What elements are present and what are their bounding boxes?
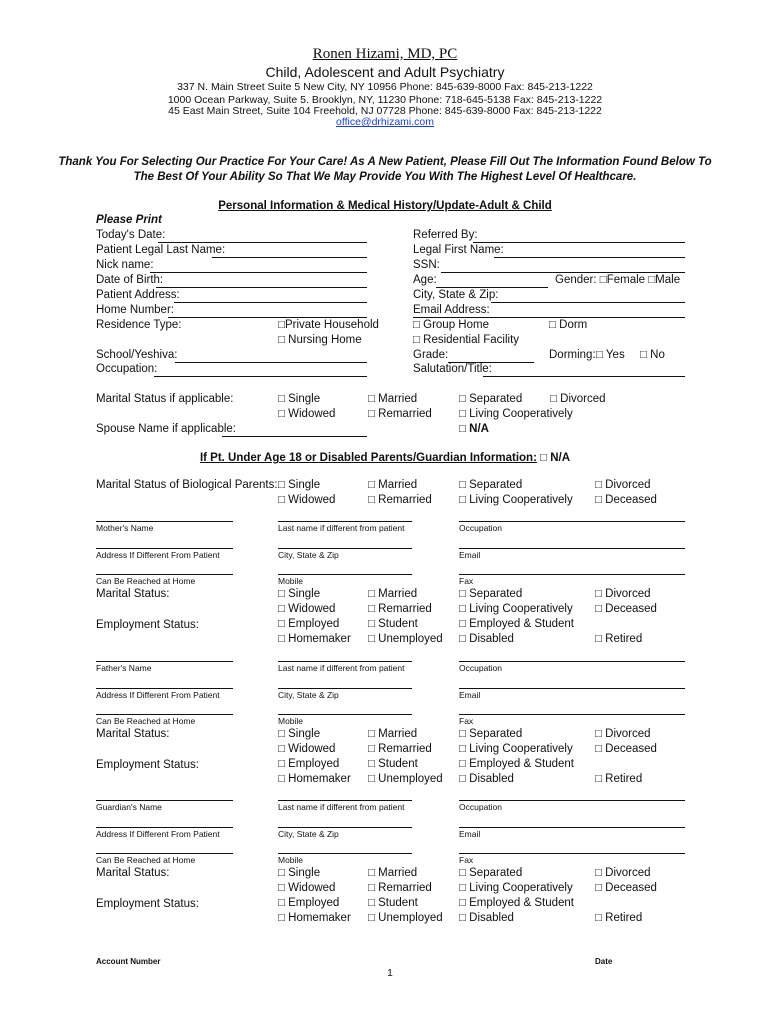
father-name-field[interactable] xyxy=(96,661,233,662)
father-checkbox-employed[interactable]: □ Employed xyxy=(278,758,340,770)
mother-occupation-field[interactable] xyxy=(459,521,685,522)
spouse-name-label: Spouse Name if applicable: xyxy=(96,423,236,435)
guardian-name-field[interactable] xyxy=(96,800,233,801)
guardian-occupation-field[interactable] xyxy=(459,800,685,801)
last-name-label: Patient Legal Last Name: xyxy=(96,244,226,256)
father-checkbox-disabled[interactable]: □ Disabled xyxy=(459,773,514,785)
mother-last-name-field[interactable] xyxy=(278,521,412,522)
guardian-checkbox-unemployed[interactable]: □ Unemployed xyxy=(368,912,443,924)
dorming-label: Dorming: xyxy=(549,349,596,361)
guardian-last-name-field[interactable] xyxy=(278,800,412,801)
father-marital-label: Marital Status: xyxy=(96,728,170,740)
guardian-checkbox-student[interactable]: □ Student xyxy=(368,897,418,909)
referred-by-field[interactable] xyxy=(473,242,685,243)
mother-checkbox-retired[interactable]: □ Retired xyxy=(595,633,643,645)
guardian-last-name-label: Last name if different from patient xyxy=(278,802,405,812)
father-occupation-field[interactable] xyxy=(459,661,685,662)
occupation-field[interactable] xyxy=(154,376,367,377)
father-city-label: City, State & Zip xyxy=(278,690,339,700)
guardian-employment-label: Employment Status: xyxy=(96,898,199,910)
mother-checkbox-deceased[interactable]: □ Deceased xyxy=(595,603,657,615)
father-checkbox-divorced[interactable]: □ Divorced xyxy=(595,728,651,740)
mother-checkbox-living-cooperatively[interactable]: □ Living Cooperatively xyxy=(459,603,573,615)
checkbox-divorced[interactable]: □ Divorced xyxy=(550,393,606,405)
guardian-name-label: Guardian's Name xyxy=(96,802,162,812)
occupation-label: Occupation: xyxy=(96,363,158,375)
gender-options[interactable]: Gender: □Female □Male xyxy=(555,274,681,286)
mother-checkbox-disabled[interactable]: □ Disabled xyxy=(459,633,514,645)
father-address-label: Address If Different From Patient xyxy=(96,690,220,700)
guardian-marital-label: Marital Status: xyxy=(96,867,170,879)
checkbox-bio-divorced[interactable]: □ Divorced xyxy=(595,479,651,491)
referred-by-label: Referred By: xyxy=(413,229,478,241)
checkbox-dorm[interactable]: □ Dorm xyxy=(549,319,588,331)
mother-fax-field[interactable] xyxy=(459,574,685,575)
mother-occupation-label: Occupation xyxy=(459,523,502,533)
city-state-zip-field[interactable] xyxy=(491,302,685,303)
bio-parents-marital-label: Marital Status of Biological Parents: xyxy=(96,479,278,491)
city-state-zip-label: City, State & Zip: xyxy=(413,289,499,301)
practice-name: Ronen Hizami, MD, PC xyxy=(312,46,458,62)
mother-name-field[interactable] xyxy=(96,521,233,522)
school-field[interactable] xyxy=(175,362,367,363)
father-checkbox-living-cooperatively[interactable]: □ Living Cooperatively xyxy=(459,743,573,755)
father-checkbox-separated[interactable]: □ Separated xyxy=(459,728,523,740)
checkbox-dorming-yes[interactable]: □ Yes xyxy=(596,349,625,361)
father-fax-field[interactable] xyxy=(459,714,685,715)
guardian-address-field[interactable] xyxy=(96,827,233,828)
checkbox-bio-married[interactable]: □ Married xyxy=(368,479,418,491)
checkbox-living-cooperatively[interactable]: □ Living Cooperatively xyxy=(459,408,573,420)
checkbox-bio-single[interactable]: □ Single xyxy=(278,479,321,491)
mother-name-label: Mother's Name xyxy=(96,523,154,533)
guardian-section-heading xyxy=(0,452,770,464)
office-email-link[interactable]: office@drhizami.com xyxy=(336,116,434,128)
father-address-field[interactable] xyxy=(96,688,233,689)
last-name-field[interactable] xyxy=(212,257,367,258)
address-field[interactable] xyxy=(174,302,367,303)
guardian-checkbox-homemaker[interactable]: □ Homemaker xyxy=(278,912,351,924)
father-mobile-field[interactable] xyxy=(278,714,412,715)
ssn-field[interactable] xyxy=(441,272,685,273)
checkbox-bio-living-cooperatively[interactable]: □ Living Cooperatively xyxy=(459,494,573,506)
home-number-field[interactable] xyxy=(168,317,367,318)
guardian-city-field[interactable] xyxy=(278,827,412,828)
checkbox-residential-facility[interactable]: □ Residential Facility xyxy=(413,334,520,346)
guardian-email-label: Email xyxy=(459,829,481,839)
mother-home-phone-label: Can Be Reached at Home xyxy=(96,576,196,586)
marital-status-label: Marital Status if applicable: xyxy=(96,393,234,405)
address-label: Patient Address: xyxy=(96,289,180,301)
office-address-2: 1000 Ocean Parkway, Suite 5. Brooklyn, NY, 11230 Phone: 718-645-5138 Fax: 845-213-1222 xyxy=(167,94,603,106)
mother-mobile-field[interactable] xyxy=(278,574,412,575)
salutation-field[interactable] xyxy=(483,376,685,377)
father-mobile-label: Mobile xyxy=(278,716,304,726)
grade-label: Grade: xyxy=(413,349,449,361)
intro-line-1: Thank You For Selecting Our Practice For Your Care! As A New Patient, Please Fill Out The Information Found Below To xyxy=(58,156,712,168)
email-field[interactable] xyxy=(413,317,685,318)
mother-checkbox-widowed[interactable]: □ Widowed xyxy=(278,603,336,615)
father-last-name-label: Last name if different from patient xyxy=(278,663,405,673)
todays-date-label: Today's Date: xyxy=(96,229,166,241)
father-email-label: Email xyxy=(459,690,481,700)
mother-marital-label: Marital Status: xyxy=(96,588,170,600)
checkbox-guardian-na[interactable]: □ N/A xyxy=(536,452,571,464)
intro-line-2: The Best Of Your Ability So That We May Provide You With The Highest Level Of Healthcare. xyxy=(133,171,637,183)
dob-field[interactable] xyxy=(156,287,367,288)
dob-label: Date of Birth: xyxy=(96,274,164,286)
checkbox-bio-remarried[interactable]: □ Remarried xyxy=(368,494,432,506)
guardian-checkbox-married[interactable]: □ Married xyxy=(368,867,418,879)
mother-home-phone-field[interactable] xyxy=(96,574,233,575)
mother-checkbox-married[interactable]: □ Married xyxy=(368,588,418,600)
guardian-occupation-label: Occupation xyxy=(459,802,502,812)
guardian-checkbox-living-cooperatively[interactable]: □ Living Cooperatively xyxy=(459,882,573,894)
home-number-label: Home Number: xyxy=(96,304,174,316)
first-name-label: Legal First Name: xyxy=(413,244,504,256)
please-print-label: Please Print xyxy=(96,214,162,226)
father-name-label: Father's Name xyxy=(96,663,152,673)
father-checkbox-student[interactable]: □ Student xyxy=(368,758,418,770)
guardian-section-title: If Pt. Under Age 18 or Disabled Parents/Guardian Information: xyxy=(199,452,537,464)
nick-name-field[interactable] xyxy=(150,272,367,273)
age-field[interactable] xyxy=(436,287,548,288)
mother-checkbox-remarried[interactable]: □ Remarried xyxy=(368,603,432,615)
mother-checkbox-homemaker[interactable]: □ Homemaker xyxy=(278,633,351,645)
guardian-mobile-field[interactable] xyxy=(278,853,412,854)
spouse-name-field[interactable] xyxy=(222,436,367,437)
mother-checkbox-employed[interactable]: □ Employed xyxy=(278,618,340,630)
checkbox-group-home[interactable]: □ Group Home xyxy=(413,319,489,331)
guardian-checkbox-remarried[interactable]: □ Remarried xyxy=(368,882,432,894)
mother-checkbox-separated[interactable]: □ Separated xyxy=(459,588,523,600)
father-checkbox-deceased[interactable]: □ Deceased xyxy=(595,743,657,755)
father-checkbox-unemployed[interactable]: □ Unemployed xyxy=(368,773,443,785)
email-label: Email Address: xyxy=(413,304,490,316)
mother-checkbox-unemployed[interactable]: □ Unemployed xyxy=(368,633,443,645)
salutation-label: Salutation/Title: xyxy=(413,363,492,375)
section-title: Personal Information & Medical History/Update-Adult & Child xyxy=(218,200,552,212)
father-last-name-field[interactable] xyxy=(278,661,412,662)
mother-checkbox-divorced[interactable]: □ Divorced xyxy=(595,588,651,600)
mother-checkbox-student[interactable]: □ Student xyxy=(368,618,418,630)
checkbox-dorming-no[interactable]: □ No xyxy=(640,349,665,361)
checkbox-separated[interactable]: □ Separated xyxy=(459,393,523,405)
school-label: School/Yeshiva: xyxy=(96,349,178,361)
residence-type-label: Residence Type: xyxy=(96,319,182,331)
father-checkbox-married[interactable]: □ Married xyxy=(368,728,418,740)
guardian-checkbox-retired[interactable]: □ Retired xyxy=(595,912,643,924)
page-number: 1 xyxy=(387,968,393,979)
mother-address-field[interactable] xyxy=(96,548,233,549)
guardian-checkbox-divorced[interactable]: □ Divorced xyxy=(595,867,651,879)
father-checkbox-single[interactable]: □ Single xyxy=(278,728,321,740)
father-home-phone-label: Can Be Reached at Home xyxy=(96,716,196,726)
checkbox-married[interactable]: □ Married xyxy=(368,393,418,405)
age-label: Age: xyxy=(413,274,437,286)
checkbox-bio-widowed[interactable]: □ Widowed xyxy=(278,494,336,506)
father-checkbox-employed-student[interactable]: □ Employed & Student xyxy=(459,758,574,770)
date-label: Date xyxy=(595,957,613,966)
mother-mobile-label: Mobile xyxy=(278,576,304,586)
ssn-label: SSN: xyxy=(413,259,440,271)
mother-email-label: Email xyxy=(459,550,481,560)
guardian-checkbox-disabled[interactable]: □ Disabled xyxy=(459,912,514,924)
account-number-label: Account Number xyxy=(96,957,161,966)
father-fax-label: Fax xyxy=(459,716,474,726)
father-checkbox-retired[interactable]: □ Retired xyxy=(595,773,643,785)
guardian-checkbox-widowed[interactable]: □ Widowed xyxy=(278,882,336,894)
checkbox-bio-deceased[interactable]: □ Deceased xyxy=(595,494,657,506)
mother-last-name-label: Last name if different from patient xyxy=(278,523,405,533)
father-checkbox-remarried[interactable]: □ Remarried xyxy=(368,743,432,755)
checkbox-widowed[interactable]: □ Widowed xyxy=(278,408,336,420)
guardian-address-label: Address If Different From Patient xyxy=(96,829,220,839)
nick-name-label: Nick name: xyxy=(96,259,154,271)
guardian-home-phone-field[interactable] xyxy=(96,853,233,854)
guardian-mobile-label: Mobile xyxy=(278,855,304,865)
guardian-home-phone-label: Can Be Reached at Home xyxy=(96,855,196,865)
guardian-fax-field[interactable] xyxy=(459,853,685,854)
guardian-city-label: City, State & Zip xyxy=(278,829,339,839)
mother-address-label: Address If Different From Patient xyxy=(96,550,220,560)
todays-date-field[interactable] xyxy=(158,242,367,243)
mother-employment-label: Employment Status: xyxy=(96,619,199,631)
mother-city-field[interactable] xyxy=(278,548,412,549)
mother-city-label: City, State & Zip xyxy=(278,550,339,560)
guardian-checkbox-employed[interactable]: □ Employed xyxy=(278,897,340,909)
father-checkbox-widowed[interactable]: □ Widowed xyxy=(278,743,336,755)
office-address-1: 337 N. Main Street Suite 5 New City, NY 10956 Phone: 845-639-8000 Fax: 845-213-1222 xyxy=(177,81,593,93)
practice-specialty: Child, Adolescent and Adult Psychiatry xyxy=(265,64,505,80)
father-employment-label: Employment Status: xyxy=(96,759,199,771)
guardian-email-field[interactable] xyxy=(459,827,685,828)
mother-checkbox-employed-student[interactable]: □ Employed & Student xyxy=(459,618,574,630)
office-address-3: 45 East Main Street, Suite 104 Freehold, NJ 07728 Phone: 845-639-8000 Fax: 845-213-1222 xyxy=(168,105,602,117)
guardian-fax-label: Fax xyxy=(459,855,474,865)
guardian-checkbox-employed-student[interactable]: □ Employed & Student xyxy=(459,897,574,909)
checkbox-single[interactable]: □ Single xyxy=(278,393,321,405)
mother-fax-label: Fax xyxy=(459,576,474,586)
first-name-field[interactable] xyxy=(494,257,685,258)
father-email-field[interactable] xyxy=(459,688,685,689)
guardian-checkbox-separated[interactable]: □ Separated xyxy=(459,867,523,879)
guardian-checkbox-deceased[interactable]: □ Deceased xyxy=(595,882,657,894)
father-checkbox-homemaker[interactable]: □ Homemaker xyxy=(278,773,351,785)
checkbox-remarried[interactable]: □ Remarried xyxy=(368,408,432,420)
father-home-phone-field[interactable] xyxy=(96,714,233,715)
checkbox-marital-na[interactable]: □ N/A xyxy=(459,423,489,435)
checkbox-bio-separated[interactable]: □ Separated xyxy=(459,479,523,491)
guardian-checkbox-single[interactable]: □ Single xyxy=(278,867,321,879)
checkbox-private-household[interactable]: □Private Household xyxy=(278,319,379,331)
father-city-field[interactable] xyxy=(278,688,412,689)
mother-email-field[interactable] xyxy=(459,548,685,549)
father-occupation-label: Occupation xyxy=(459,663,502,673)
mother-checkbox-single[interactable]: □ Single xyxy=(278,588,321,600)
checkbox-nursing-home[interactable]: □ Nursing Home xyxy=(278,334,362,346)
